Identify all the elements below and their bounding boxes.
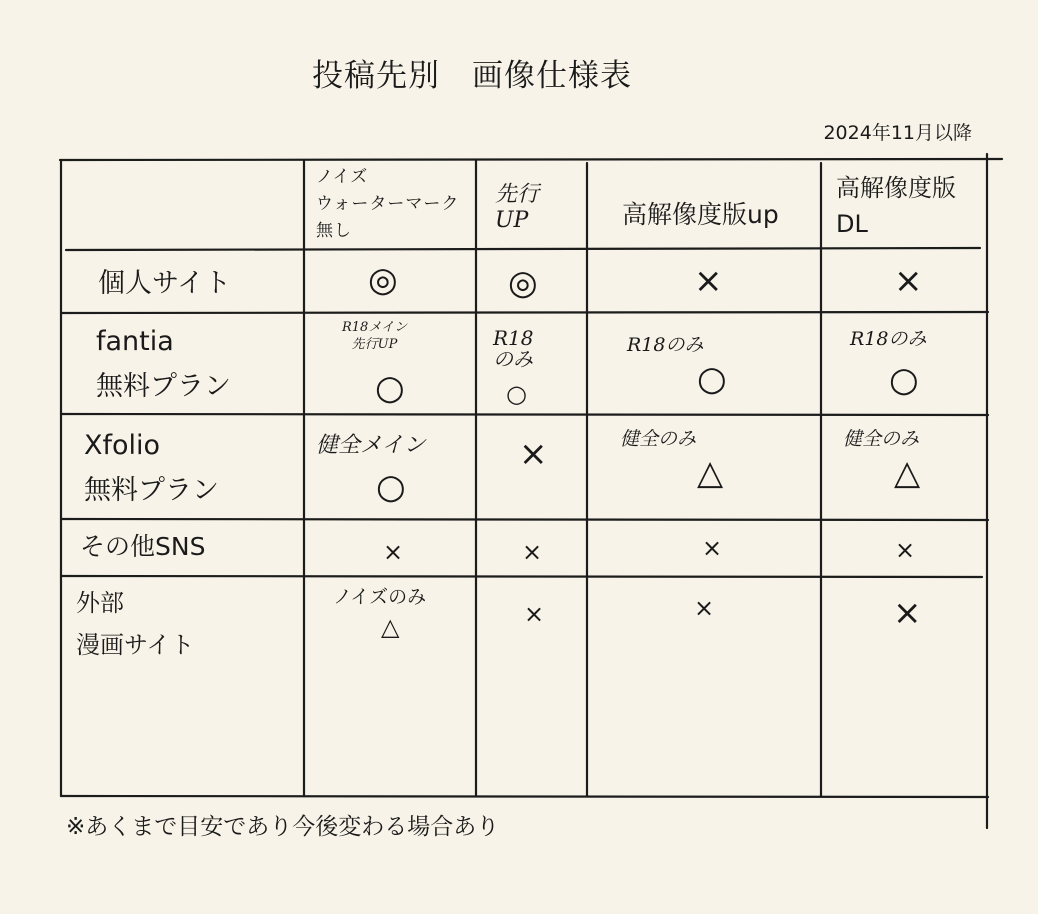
cell-manga-hiup: ×: [694, 594, 715, 622]
cell-fantia-nowm: ○: [375, 368, 405, 408]
cell-other-hidl: ×: [895, 536, 916, 564]
note-fantia-early: R18 のみ: [493, 326, 534, 371]
cell-manga-early: ×: [524, 600, 545, 628]
table-border-top: [60, 159, 1002, 160]
row-label-manga-sites: 外部 漫画サイト: [76, 589, 195, 659]
note-xfolio-hidl: 健全のみ: [843, 428, 920, 450]
cell-xfolio-hidl: △: [894, 453, 921, 493]
cell-fantia-hidl: ○: [889, 360, 919, 400]
row-divider-5: [61, 576, 982, 577]
cell-fantia-early: ○: [506, 380, 527, 408]
note-fantia-nowm: R18メイン 先行UP: [342, 320, 408, 352]
note-xfolio-nowm: 健全メイン: [316, 433, 426, 458]
row-divider-2: [61, 312, 988, 313]
row-label-personal-site: 個人サイト: [98, 268, 232, 299]
cell-manga-hidl: ×: [893, 593, 922, 633]
row-label-other-sns: その他SNS: [80, 532, 206, 561]
col-header-early-up: 先行 UP: [495, 182, 540, 234]
row-divider-3: [61, 414, 988, 415]
cell-personal-hiup: ×: [694, 261, 723, 301]
cell-fantia-hiup: ○: [697, 359, 727, 399]
col-header-no-watermark: ノイズ ウォーターマーク 無し: [316, 167, 460, 242]
page-title: 投稿先別 画像仕様表: [312, 58, 632, 94]
cell-personal-early: ◎: [508, 263, 538, 303]
cell-other-nowm: ×: [383, 538, 404, 566]
date-label: 2024年11月以降: [823, 122, 972, 144]
cell-other-hiup: ×: [702, 534, 723, 562]
cell-personal-nowm: ◎: [368, 260, 398, 300]
col-header-hires-dl: 高解像度版 DL: [836, 174, 956, 238]
cell-xfolio-hiup: △: [697, 453, 724, 493]
footnote: ※あくまで目安であり今後変わる場合あり: [66, 814, 500, 840]
cell-xfolio-nowm: ○: [376, 467, 406, 507]
note-fantia-hidl: R18のみ: [850, 328, 927, 350]
note-xfolio-hiup: 健全のみ: [620, 428, 697, 450]
note-fantia-hiup: R18のみ: [627, 334, 704, 356]
col-header-hires-up: 高解像度版up: [622, 200, 779, 229]
cell-xfolio-early: ×: [519, 434, 548, 474]
table-border-bottom: [61, 796, 988, 797]
cell-manga-nowm: △: [381, 613, 400, 641]
row-label-xfolio: Xfolio 無料プラン: [84, 430, 219, 506]
row-divider-4: [61, 519, 988, 520]
cell-other-early: ×: [522, 538, 543, 566]
cell-personal-hidl: ×: [894, 261, 923, 301]
row-divider-1: [66, 248, 980, 250]
row-label-fantia: fantia 無料プラン: [96, 326, 231, 402]
note-manga-nowm: ノイズのみ: [333, 586, 427, 608]
